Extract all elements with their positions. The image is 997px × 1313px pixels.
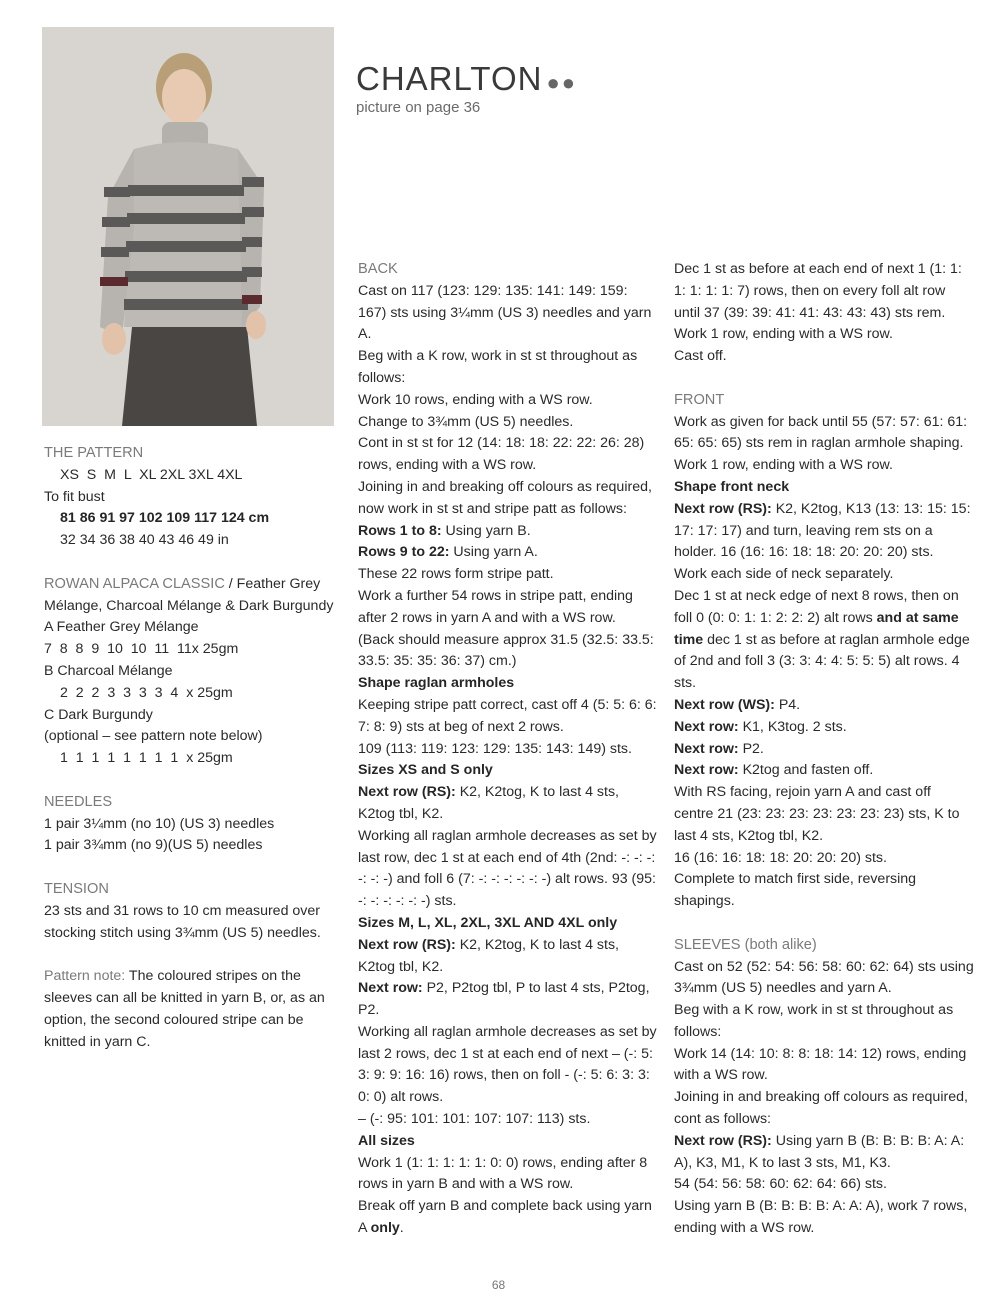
rows-1-8-label: Rows 1 to 8:	[358, 522, 442, 539]
c3-p7	[674, 586, 974, 695]
all-sizes-heading: All sizes	[358, 1132, 415, 1149]
title-text: CHARLTON	[356, 60, 543, 97]
back-p16-c: .	[399, 1220, 404, 1237]
back-p15: Work 1 (1: 1: 1: 1: 1: 0: 0) rows, ending after 8 rows in yarn B and with a WS row.	[358, 1154, 648, 1193]
back-p9: (Back should measure approx 31.5 (32.5: 33.5: 33.5: 35: 35: 36: 37) cm.)	[358, 631, 654, 670]
m-4xl-heading: Sizes M, L, XL, 2XL, 3XL AND 4XL only	[358, 914, 618, 931]
sleeves-sub: (both alike)	[740, 936, 817, 953]
c3-p16: Using yarn B (B: B: B: B: A: A: A), work 7 rows, ending with a WS row.	[674, 1198, 968, 1237]
pattern-note-label: Pattern note:	[44, 968, 126, 985]
back-p16	[358, 1196, 658, 1240]
next-row-rs-1	[358, 782, 658, 826]
sizes-line: XS S M L XL 2XL 3XL 4XL	[60, 466, 243, 483]
back-p12: Working all raglan armhole decreases as set by last row, dec 1 st at each end of 4th (2nd: -: -: -: -: -: -) and foll 6 (7: -: -: -: -: -: -) alt rows. 93 (95: -: -: -: -: -: -) sts.	[358, 827, 657, 910]
rows-9-22-text: Using yarn A.	[449, 544, 538, 561]
back-p10: Keeping stripe patt correct, cast off 4 (5: 5: 6: 6: 7: 8: 9) sts at beg of next 2 rows.	[358, 696, 657, 735]
yarn-heading: ROWAN ALPACA CLASSIC	[44, 575, 225, 592]
c3-p6: Work each side of neck separately.	[674, 566, 894, 583]
back-p4: Change to 3¾mm (US 5) needles.	[358, 413, 574, 430]
c3-p7-a: Dec 1 st at neck edge of next 8 rows, then on foll 0 (0: 0: 1: 1: 2: 2: 2) alt rows	[674, 587, 959, 626]
c3-p14: Joining in and breaking off colours as required, cont as follows:	[674, 1089, 968, 1128]
sweater-model-illustration	[42, 27, 334, 426]
c3-p9: 16 (16: 16: 18: 18: 20: 20: 20) sts.	[674, 849, 887, 866]
needles-1: 1 pair 3¼mm (no 10) (US 3) needles	[44, 815, 275, 832]
yarn-c-qty: 1 1 1 1 1 1 1 1 x 25gm	[60, 750, 233, 767]
next-row-5-text: K2tog and fasten off.	[738, 762, 874, 779]
next-row-3-text: K1, K3tog. 2 sts.	[738, 718, 847, 735]
c3-p12: Beg with a K row, work in st st throughout as follows:	[674, 1002, 954, 1040]
next-row-4-label: Next row:	[674, 740, 739, 757]
needles-heading: NEEDLES	[44, 793, 113, 810]
next-row-rs-1-text: K2, K2tog, K to last 4 sts, K2tog tbl, K2.	[358, 784, 619, 822]
c3-p2: Work 1 row, ending with a WS row.	[674, 326, 893, 343]
next-row-6-label: Next row (RS):	[674, 1132, 772, 1149]
next-row-4-text: P2.	[738, 740, 764, 757]
difficulty-dots: ●●	[546, 70, 578, 95]
back-heading: BACK	[358, 261, 398, 277]
back-p7: These 22 rows form stripe patt.	[358, 566, 554, 583]
c3-p7-b: and at same time	[674, 609, 959, 648]
back-p3: Work 10 rows, ending with a WS row.	[358, 391, 593, 408]
tension-text: 23 sts and 31 rows to 10 cm measured over stocking stitch using 3¾mm (US 5) needles.	[44, 902, 321, 941]
back-p5: Cont in st st for 12 (14: 18: 18: 22: 22: 26: 28) rows, ending with a WS row.	[358, 435, 645, 474]
c3-p15: 54 (54: 56: 58: 60: 62: 64: 66) sts.	[674, 1176, 887, 1193]
column-front-sleeves	[674, 259, 974, 1240]
yarn-b: B Charcoal Mélange	[44, 662, 173, 679]
needles-2: 1 pair 3¾mm (no 9)(US 5) needles	[44, 837, 263, 854]
picture-reference: picture on page 36	[356, 99, 481, 116]
rows-1-8	[358, 521, 658, 543]
next-row-label: Next row:	[358, 980, 423, 997]
sleeves-heading: SLEEVES	[674, 936, 741, 953]
back-p11: 109 (113: 119: 123: 129: 135: 143: 149) sts.	[358, 740, 632, 757]
c3-p13: Work 14 (14: 10: 8: 8: 18: 14: 12) rows, ending with a WS row.	[674, 1045, 967, 1084]
back-p8: Work a further 54 rows in stripe patt, ending after 2 rows in yarn A and with a WS row.	[358, 587, 633, 626]
next-row-6-text: Using yarn B (B: B: B: B: A: A: A), K3, M1, K to last 3 sts, M1, K3.	[674, 1132, 965, 1171]
next-row-2-label: Next row (WS):	[674, 696, 775, 713]
yarn-colours: / Feather Grey Mélange, Charcoal Mélange & Dark Burgundy	[44, 575, 334, 614]
back-p13: Working all raglan armhole decreases as set by last 2 rows, dec 1 st at each end of next – (-: 5: 3: 9: 9: 16: 16) rows, then on foll - (-: 5: 6: 3: 3: 0: 0) alt rows.	[358, 1023, 657, 1106]
page-number: 68	[491, 1278, 506, 1292]
back-p6: Joining in and breaking off colours as required, now work in st st and stripe patt as follows:	[358, 478, 652, 517]
yarn-a-qty: 7 8 8 9 10 10 11 11x 25gm	[44, 641, 239, 658]
c3-p7-c: dec 1 st as before at raglan armhole edge of 2nd and foll 3 (3: 3: 4: 4: 5: 5: 5) alt rows. 4 sts.	[674, 631, 970, 692]
next-row-5-label: Next row:	[674, 762, 739, 779]
next-row-2-text: P4.	[774, 696, 801, 713]
next-row-3-label: Next row:	[674, 718, 739, 735]
front-heading: FRONT	[674, 391, 725, 408]
yarn-a: A Feather Grey Mélange	[44, 619, 199, 636]
bust-in: 32 34 36 38 40 43 46 49 in	[60, 532, 229, 549]
c3-p1: Dec 1 st as before at each end of next 1 (1: 1: 1: 1: 1: 1: 7) rows, then on every foll alt row until 37 (39: 39: 41: 41: 43: 43: 43) sts rem.	[674, 261, 962, 321]
rows-9-22-label: Rows 9 to 22:	[358, 544, 450, 561]
tension-heading: TENSION	[44, 880, 109, 897]
column-materials	[44, 443, 344, 1053]
sleeves-heading-line	[674, 935, 974, 957]
back-p2: Beg with a K row, work in st st throughout as follows:	[358, 348, 638, 386]
back-p14: – (-: 95: 101: 101: 107: 107: 113) sts.	[358, 1111, 591, 1128]
fit-label: To fit bust	[44, 488, 105, 505]
next-row-1-text: K2, K2tog, K13 (13: 13: 15: 15: 17: 17: 17) and turn, leaving rem sts on a holder. 16 (16: 16: 18: 18: 20: 20: 20) sts.	[674, 500, 971, 561]
next-row-rs-2	[358, 935, 658, 979]
next-row-rs-1-label: Next row (RS):	[358, 784, 456, 801]
next-row-ws	[358, 978, 658, 1022]
next-row-4	[674, 739, 974, 761]
model-photo	[42, 27, 334, 426]
yarn-b-qty: 2 2 2 3 3 3 3 4 x 25gm	[60, 684, 233, 701]
yarn-c-note: (optional – see pattern note below)	[44, 728, 263, 745]
next-row-rs-2-label: Next row (RS):	[358, 936, 456, 953]
c3-p8: With RS facing, rejoin yarn A and cast off centre 21 (23: 23: 23: 23: 23: 23: 23) sts, K to last 4 sts, K2tog tbl, K2.	[674, 784, 960, 844]
c3-p4: Work as given for back until 55 (57: 57: 61: 61: 65: 65: 65) sts rem in raglan armhole shaping.	[674, 413, 968, 452]
c3-p11: Cast on 52 (52: 54: 56: 58: 60: 62: 64) sts using 3¾mm (US 5) needles and yarn A.	[674, 958, 974, 997]
yarn-c: C Dark Burgundy	[44, 706, 153, 723]
pattern-title	[356, 60, 577, 98]
next-row-3	[674, 717, 974, 739]
back-p16-a: Break off yarn B and complete back using yarn A	[358, 1198, 652, 1237]
next-row-2	[674, 695, 974, 717]
next-row-1-label: Next row (RS):	[674, 500, 772, 517]
next-row-6	[674, 1131, 974, 1175]
c3-p3: Cast off.	[674, 348, 727, 365]
rows-9-22	[358, 542, 658, 564]
raglan-heading: Shape raglan armholes	[358, 675, 515, 692]
next-row-rs-2-text: K2, K2tog, K to last 4 sts, K2tog tbl, K2.	[358, 936, 619, 975]
c3-p5: Work 1 row, ending with a WS row.	[674, 457, 893, 474]
column-back	[358, 259, 658, 1240]
next-row-text: P2, P2tog tbl, P to last 4 sts, P2tog, P2.	[358, 980, 650, 1019]
back-p16-b: only	[370, 1220, 400, 1237]
c3-p10: Complete to match first side, reversing shapings.	[674, 871, 917, 910]
neck-heading: Shape front neck	[674, 478, 790, 495]
pattern-heading: THE PATTERN	[44, 445, 144, 461]
yarn-paragraph	[44, 574, 344, 618]
xs-s-heading: Sizes XS and S only	[358, 762, 493, 779]
next-row-5	[674, 760, 974, 782]
pattern-note-text: The coloured stripes on the sleeves can all be knitted in yarn B, or, as an option, the second coloured stripe can be knitted in yarn C.	[44, 968, 325, 1050]
next-row-1	[674, 499, 974, 564]
rows-1-8-text: Using yarn B.	[441, 522, 531, 539]
pattern-note	[44, 966, 344, 1053]
bust-cm: 81 86 91 97 102 109 117 124 cm	[60, 510, 270, 527]
back-p1: Cast on 117 (123: 129: 135: 141: 149: 159: 167) sts using 3¼mm (US 3) needles and yarn A.	[358, 282, 652, 343]
